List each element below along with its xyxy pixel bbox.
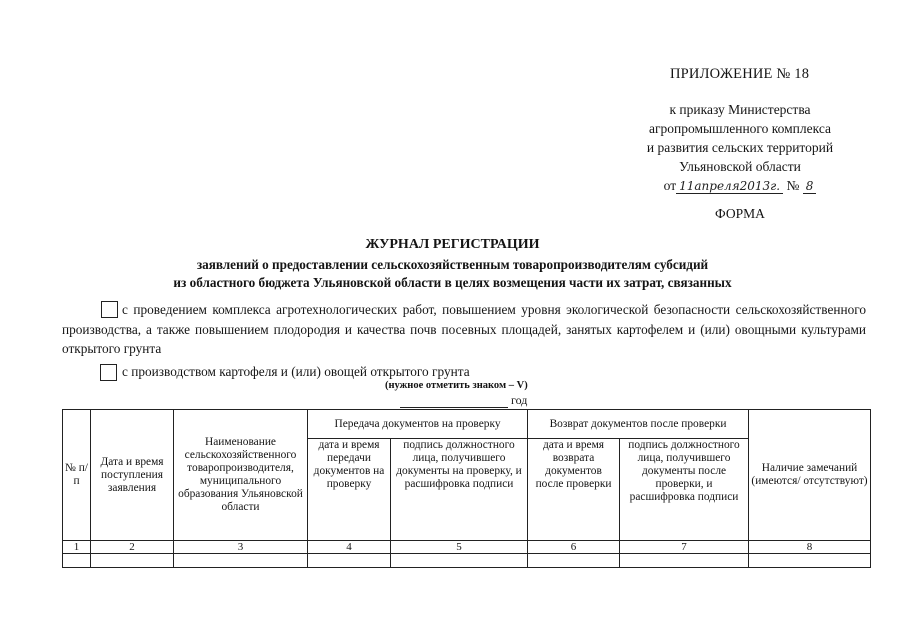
option-2-label: с производством картофеля и (или) овощей открытого грунта: [122, 364, 470, 379]
table-cell[interactable]: [63, 554, 91, 568]
header-return-group: Возврат документов после проверки: [528, 410, 749, 439]
table-cell[interactable]: [91, 554, 174, 568]
table-header-row: [63, 410, 871, 439]
table-cell[interactable]: [620, 554, 749, 568]
header-transfer-group: Передача документов на проверку: [308, 410, 528, 439]
order-line: Ульяновской области: [679, 159, 801, 174]
header-number: № п/п: [63, 410, 91, 541]
order-line: к приказу Министерства: [669, 102, 811, 117]
journal-title: ЖУРНАЛ РЕГИСТРАЦИИ: [365, 237, 540, 252]
column-number: 7: [620, 541, 749, 554]
number-prefix: №: [786, 178, 800, 193]
column-number: 4: [308, 541, 391, 554]
column-number: 6: [528, 541, 620, 554]
header-transfer-datetime: дата и время передачи документов на проверку: [308, 439, 391, 541]
date-prefix: от: [663, 178, 677, 193]
table-row: [63, 554, 871, 568]
column-number: 5: [391, 541, 528, 554]
table-cell[interactable]: [391, 554, 528, 568]
order-line: агропромышленного комплекса: [649, 121, 831, 136]
header-return-signature: подпись должностного лица, получившего документы после проверки, и расшифровка подписи: [620, 439, 749, 541]
year-label: год: [511, 393, 528, 407]
journal-subtitle-line-1: заявлений о предоставлении сельскохозяйственным товаропроизводителям субсидий: [196, 257, 709, 272]
column-number: 1: [63, 541, 91, 554]
option-1-label: с проведением комплекса агротехнологических работ, повышением уровня экологической безопасности сельскохозяйственного производства, а также повышением плодородия и качества почв посевных площадей, занятых картофелем и (или) овощными культурами открытого грунта: [62, 302, 866, 356]
handwritten-date: 11апреля2013г.: [676, 179, 783, 194]
header-date-received: Дата и время поступления заявления: [91, 410, 174, 541]
registration-table: [62, 409, 871, 568]
header-transfer-signature: подпись должностного лица, получившего документы на проверку, и расшифровка подписи: [391, 439, 528, 541]
table-cell[interactable]: [528, 554, 620, 568]
handwritten-number: 8: [803, 179, 817, 194]
order-date-line: [664, 176, 817, 195]
header-producer-name: Наименование сельскохозяйственного товаропроизводителя, муниципального образования Ульяновской области: [174, 410, 308, 541]
table-cell[interactable]: [174, 554, 308, 568]
journal-subtitle-line-2: из областного бюджета Ульяновской области в целях возмещения части их затрат, связанных: [173, 275, 732, 290]
option-2-checkbox[interactable]: [100, 364, 117, 381]
column-number: 8: [749, 541, 871, 554]
order-line: и развития сельских территорий: [646, 140, 834, 155]
table-cell[interactable]: [308, 554, 391, 568]
column-number: 3: [174, 541, 308, 554]
selection-note: (нужное отметить знаком – V): [385, 380, 528, 391]
column-number: 2: [91, 541, 174, 554]
option-1-text: [62, 300, 866, 359]
year-underline: [400, 407, 508, 408]
table-cell[interactable]: [749, 554, 871, 568]
header-return-datetime: дата и время возврата документов после проверки: [528, 439, 620, 541]
header-remarks: Наличие замечаний (имеются/ отсутствуют): [749, 410, 871, 541]
column-number-row: [63, 541, 871, 554]
form-label: ФОРМА: [715, 206, 765, 221]
order-reference: [610, 100, 870, 195]
appendix-title: ПРИЛОЖЕНИЕ № 18: [670, 66, 810, 82]
